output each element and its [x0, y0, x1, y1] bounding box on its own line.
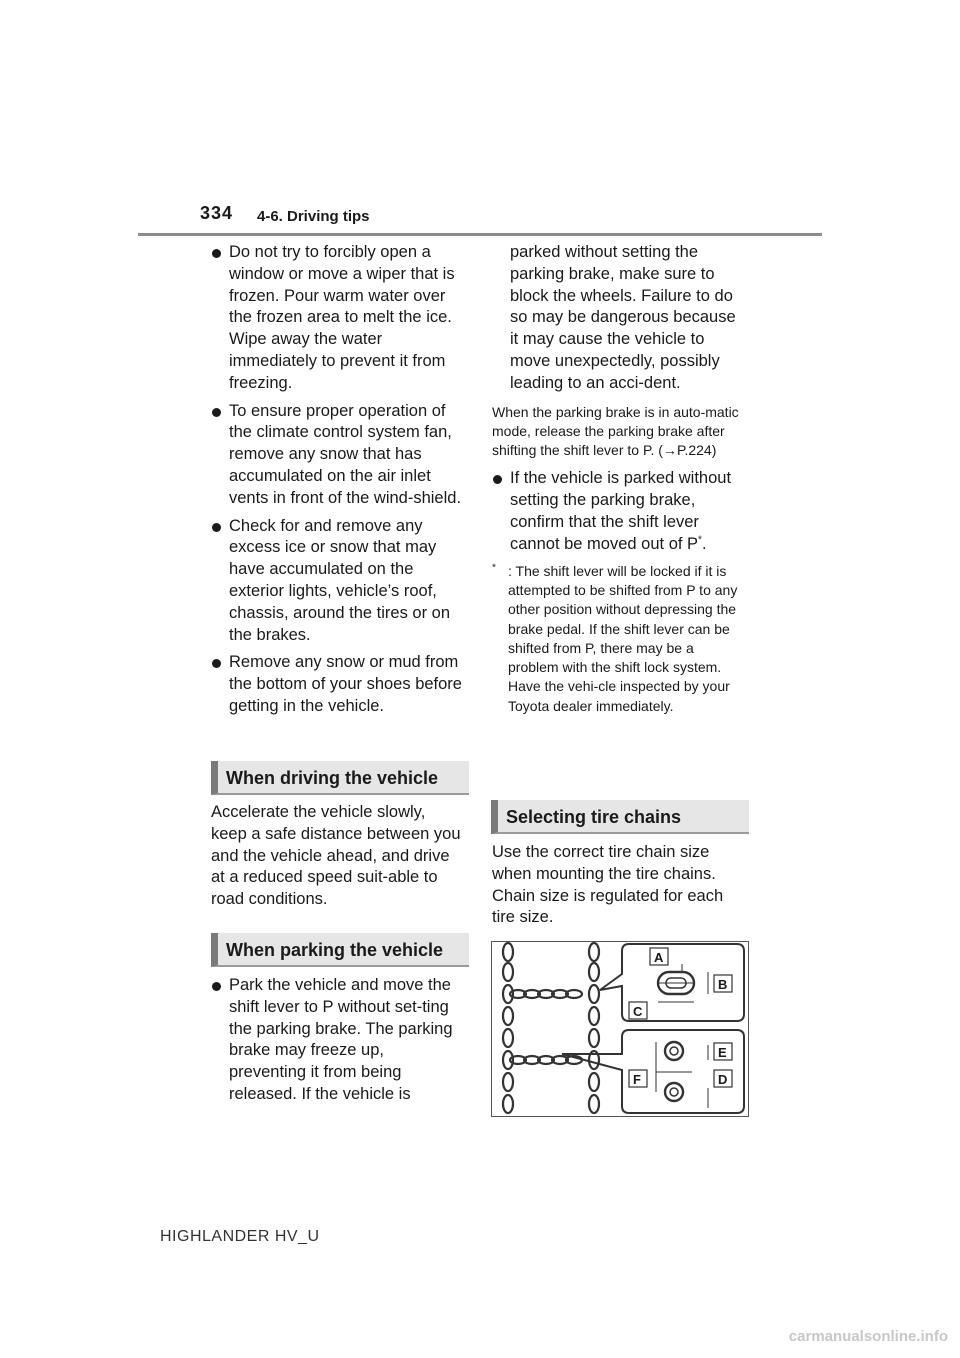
footnote-ref: *: [698, 534, 702, 546]
bullet-text: Check for and remove any excess ice or snow that may have accumulated on the exterior lights, vehicle’s roof, chassis, around the tires or on the brakes.: [229, 516, 451, 644]
bullet-icon: [212, 659, 221, 668]
figure-label-d: D: [718, 1072, 728, 1087]
section-title: 4-6. Driving tips: [257, 208, 370, 225]
note-text: When the parking brake is in auto-matic mode, release the parking brake after shifting the shift lever to P. (→P.224): [492, 403, 739, 459]
cross-chain-top: [510, 990, 582, 998]
side-chain-right: [589, 943, 599, 1113]
watermark[interactable]: carmanualsonline.info: [788, 1328, 948, 1345]
bullet-icon: [212, 408, 221, 417]
figure-label-e: E: [718, 1045, 727, 1060]
bullet-icon: [212, 523, 221, 532]
continued-text: parked without setting the parking brake, make sure to block the wheels. Failure to do so may be dangerous because it may cause the vehicle to move unexpectedly, possibly leading to an acci-dent.: [510, 243, 736, 392]
bullet-icon: [212, 982, 221, 991]
parking-section: [211, 975, 463, 1112]
figure-label-f: F: [633, 1072, 641, 1087]
driving-paragraph: [211, 802, 463, 911]
bullet-text: Park the vehicle and move the shift lever to P without set-ting the parking brake. The parking brake may freeze up, preventing it from being released. If the vehicle is: [229, 976, 453, 1103]
tire-chain-illustration: [492, 942, 747, 1115]
bullet-text: Do not try to forcibly open a window or move a wiper that is frozen. Pour warm water over the frozen area to melt the ice. Wipe away the water immediately to prevent it from freezing.: [229, 243, 455, 392]
bullet-item: If the vehicle is parked without setting the parking brake, confirm that the shift lever cannot be moved out of P*.: [492, 468, 744, 555]
figure-label-a: A: [654, 950, 664, 965]
bullet-text: If the vehicle is parked without setting the parking brake, confirm that the shift lever cannot be moved out of P: [510, 469, 732, 553]
footer-model: HIGHLANDER HV_U: [160, 1228, 320, 1245]
figure-label-c: C: [633, 1004, 643, 1019]
footnote-text: : The shift lever will be locked if it is attempted to be shifted from P to any other position without depressing the brake pedal. If the shift lever can be shifted from P, there may be a problem with the shift lock system. Have the vehi-cle inspected by your Toyota dealer immediately.: [508, 562, 738, 714]
bullet-text: To ensure proper operation of the climate control system fan, remove any snow that has accumulated on the air inlet vents in front of the wind-shield.: [229, 401, 462, 507]
driving-text: Accelerate the vehicle slowly, keep a safe distance between you and the vehicle ahead, and drive at a reduced speed suit-able to road conditions.: [211, 803, 461, 909]
left-column: [211, 242, 463, 724]
right-column: [492, 242, 744, 716]
side-chain-left: [503, 943, 513, 1113]
tire-chain-figure: [491, 941, 749, 1117]
bullet-item: [211, 401, 463, 510]
footnote: [492, 562, 744, 716]
chains-text: Use the correct tire chain size when mounting the tire chains. Chain size is regulated for each tire size.: [492, 843, 724, 927]
chains-paragraph: [492, 842, 744, 929]
heading-when-parking: When parking the vehicle: [211, 933, 469, 967]
page-number: 334: [200, 203, 234, 223]
bullet-item: [211, 242, 463, 395]
bullet-item: [211, 516, 463, 647]
heading-selecting-chains: Selecting tire chains: [491, 800, 749, 834]
footnote-mark: *: [492, 562, 496, 573]
header-rule: [138, 233, 822, 236]
bullet-icon: [212, 249, 221, 258]
bullet-icon: [493, 475, 502, 484]
bullet-item: [211, 652, 463, 717]
bullet-item: [211, 975, 463, 1106]
figure-label-b: B: [718, 977, 728, 992]
bullet-text: Remove any snow or mud from the bottom of your shoes before getting in the vehicle.: [229, 653, 462, 715]
heading-when-driving: When driving the vehicle: [211, 761, 469, 795]
